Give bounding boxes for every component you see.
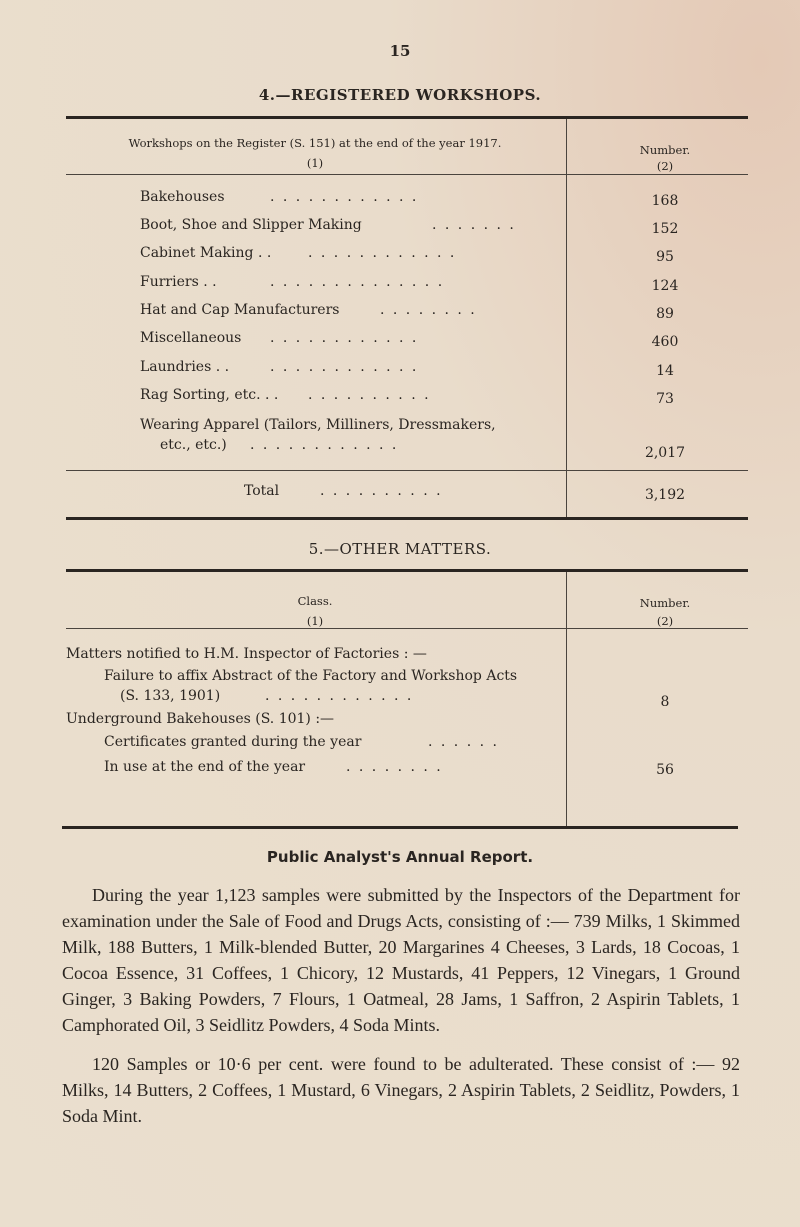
wearing-apparel-line1: Wearing Apparel (Tailors, Milliners, Dressmakers, [140, 417, 496, 433]
row-value: 460 [651, 334, 679, 350]
col1-subheader: (1) [306, 156, 324, 170]
row-dots: . . . . . . . . . . . . [250, 437, 399, 453]
row-value: 95 [656, 249, 674, 265]
row-value: 14 [656, 363, 674, 379]
table2-column-divider [566, 572, 567, 827]
table-column-divider [566, 119, 567, 517]
number-subheader: (2) [656, 614, 674, 628]
underground-bakehouses-line: Underground Bakehouses (S. 101) :— [66, 711, 335, 727]
row-dots: . . . . . . . . [380, 302, 477, 318]
row-dots: . . . . . . . . . . . . [270, 359, 419, 375]
row-value: 168 [651, 193, 679, 209]
col1-header: Workshops on the Register (S. 151) at the end of the year 1917. [128, 136, 502, 150]
row-value: 73 [656, 391, 674, 407]
table-row [140, 302, 339, 318]
row-label: Hat and Cap Manufacturers [140, 302, 340, 318]
row-label: Miscellaneous [140, 330, 242, 346]
failure-line2: (S. 133, 1901) [120, 688, 221, 704]
table-row [140, 274, 217, 290]
page-number: 15 [389, 42, 411, 60]
table2-bottom-rule [62, 826, 738, 829]
number-header: Number. [639, 596, 691, 610]
table-row [140, 189, 225, 205]
report-paragraph-1: During the year 1,123 samples were submitted by the Inspectors of the Department for examination under the Sale of Food and Drugs Acts, consisting of :— 739 Milks, 1 Skimmed Milk, 188 Butters, 1 Milk-blended Butter, 20 Margarines 4 Cheeses, 3 Lards, 18 Cocoas, 1 Cocoa Essence, 31 Coffees, 1 Chicory, 12 Mustards, 41 Peppers, 12 Vinegars, 1 Ground Ginger, 3 Baking Powders, 7 Flours, 1 Oatmeal, 28 Jams, 1 Saffron, 2 Aspirin Tablets, 1 Camphorated Oil, 3 Seidlitz Powders, 4 Soda Mints. [62, 885, 740, 1035]
total-rule [66, 470, 748, 471]
section-5-title: 5.—OTHER MATTERS. [308, 540, 492, 558]
wearing-apparel-line2: etc., etc.) [160, 437, 227, 453]
report-title: Public Analyst's Annual Report. [266, 848, 534, 866]
row-label: Bakehouses [140, 189, 225, 205]
table-row [140, 387, 278, 403]
row-label: Boot, Shoe and Slipper Making [140, 217, 362, 233]
row-dots: . . . . . . . . . . [308, 387, 431, 403]
table2-header-rule [66, 628, 748, 629]
in-use-dots: . . . . . . . . [346, 759, 443, 775]
certificates-dots: . . . . . . [428, 734, 499, 750]
table-bottom-rule [66, 517, 748, 520]
row-label: Laundries . . [140, 359, 230, 375]
total-label: Total [244, 483, 280, 499]
in-use-line: In use at the end of the year [104, 759, 306, 775]
row-dots: . . . . . . . . . . . . [270, 330, 419, 346]
row-dots: . . . . . . . . . . . . . . [270, 274, 445, 290]
certificates-line: Certificates granted during the year [104, 734, 362, 750]
class-subheader: (1) [306, 614, 324, 628]
row-dots: . . . . . . . . . . . . [270, 189, 419, 205]
table-row [140, 217, 362, 233]
table-row [140, 245, 271, 261]
row-dots: . . . . . . . [432, 217, 516, 233]
row-value: 89 [656, 306, 674, 322]
matters-notified-line: Matters notified to H.M. Inspector of Factories : — [66, 646, 427, 662]
report-paragraph-2: 120 Samples or 10·6 per cent. were found to be adulterated. These consist of :— 92 Milks, 14 Butters, 2 Coffees, 1 Mustard, 6 Vinegars, 2 Aspirin Tablets, 2 Seidlitz, Powders, 1 Soda Mint. [62, 1054, 740, 1126]
class-header: Class. [297, 594, 333, 608]
col2-header: Number. [639, 143, 691, 157]
row-value: 2,017 [644, 445, 686, 461]
table2-top-rule [66, 569, 748, 572]
table-row [140, 359, 229, 375]
row-dots: . . . . . . . . . . . . [308, 245, 457, 261]
row-label: Furriers . . [140, 274, 217, 290]
failure-value: 8 [660, 694, 670, 710]
total-dots: . . . . . . . . . . [320, 483, 443, 499]
table-top-rule [66, 116, 748, 119]
row-label: Rag Sorting, etc. . . [140, 387, 279, 403]
failure-line1: Failure to affix Abstract of the Factory and Workshop Acts [104, 668, 518, 684]
section-4-title: 4.—REGISTERED WORKSHOPS. [258, 86, 542, 104]
table-row [140, 330, 241, 346]
total-value: 3,192 [644, 487, 686, 503]
row-value: 124 [651, 278, 679, 294]
row-value: 152 [651, 221, 679, 237]
failure-dots: . . . . . . . . . . . . [265, 688, 414, 704]
in-use-value: 56 [656, 762, 674, 778]
header-rule [66, 174, 748, 175]
row-label: Cabinet Making . . [140, 245, 272, 261]
col2-subheader: (2) [656, 159, 674, 173]
